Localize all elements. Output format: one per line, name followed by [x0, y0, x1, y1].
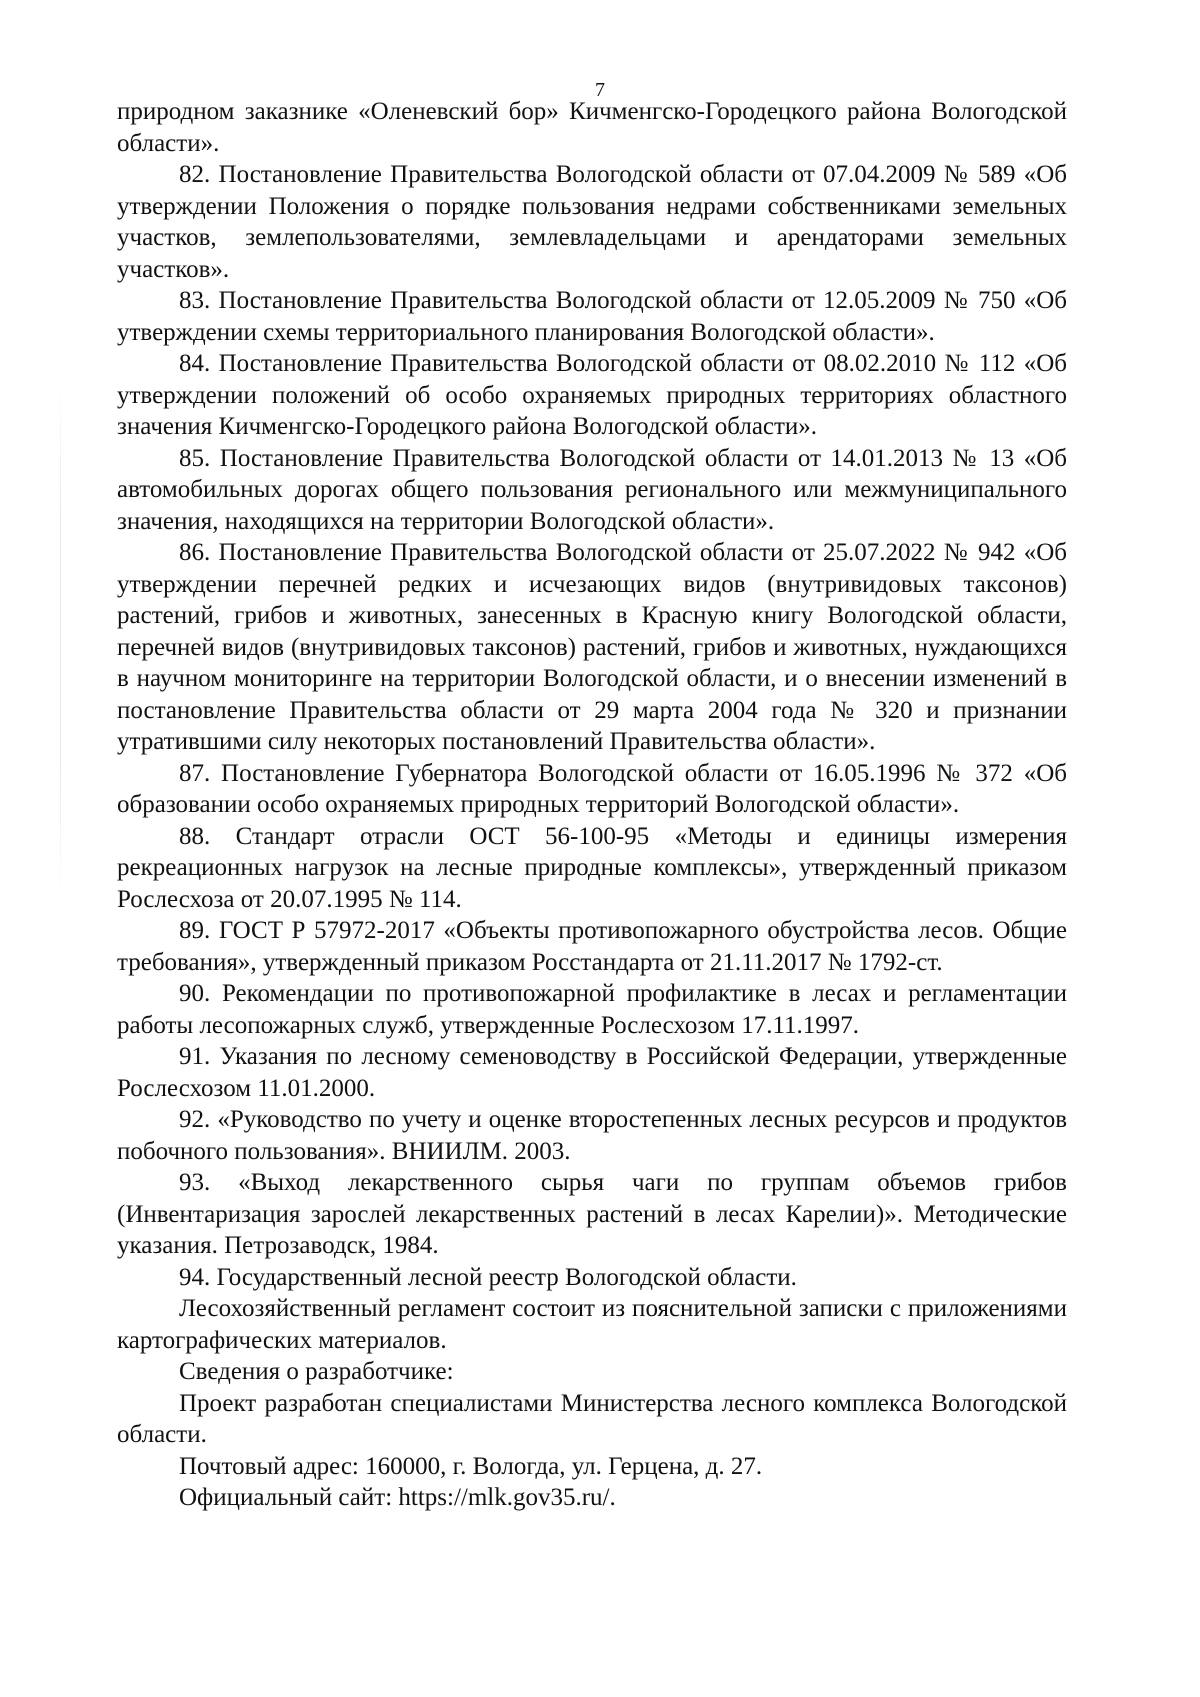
reference-87: 87. Постановление Губернатора Вологодской области от 16.05.1996 № 372 «Об образовании особо охраняемых природных территорий Вологодской области».: [117, 759, 1067, 818]
reference-90: 90. Рекомендации по противопожарной профилактике в лесах и регламентации работы лесопожарных служб, утвержденные Рослесхозом 17.11.1997.: [117, 980, 1067, 1039]
page-number: 7: [595, 79, 605, 101]
reference-89: 89. ГОСТ Р 57972-2017 «Объекты противопожарного обустройства лесов. Общие требования», утвержденный приказом Росстандарта от 21.11.2017 № 1792-ст.: [117, 917, 1067, 976]
developer-heading: Сведения о разработчике:: [179, 1358, 454, 1385]
reference-94: 94. Государственный лесной реестр Вологодской области.: [179, 1263, 797, 1291]
postal-address: Почтовый адрес: 160000, г. Вологда, ул. Герцена, д. 27.: [179, 1452, 763, 1480]
developer-info: Проект разработан специалистами Министерства лесного комплекса Вологодской области.: [117, 1389, 1067, 1448]
reference-82: 82. Постановление Правительства Вологодской области от 07.04.2009 № 589 «Об утверждении Положения о порядке пользования недрами собственниками земельных участков, землепользователями, землевладельцами и арендаторами земельных участков».: [117, 161, 1067, 283]
reference-92: 92. «Руководство по учету и оценке второстепенных лесных ресурсов и продуктов побочного пользования». ВНИИЛМ. 2003.: [117, 1106, 1067, 1165]
reference-88: 88. Стандарт отрасли ОСТ 56-100-95 «Методы и единицы измерения рекреационных нагрузок на лесные природные комплексы», утвержденный приказом Рослесхоза от 20.07.1995 № 114.: [117, 822, 1067, 913]
reference-93: 93. «Выход лекарственного сырья чаги по группам объемов грибов (Инвентаризация зарослей лекарственных растений в лесах Карелии)». Методические указания. Петрозаводск, 1984.: [117, 1169, 1067, 1259]
reference-83: 83. Постановление Правительства Вологодской области от 12.05.2009 № 750 «Об утверждении схемы территориального планирования Вологодской области».: [117, 287, 1067, 346]
reference-84: 84. Постановление Правительства Вологодской области от 08.02.2010 № 112 «Об утверждении положений об особо охраняемых природных территориях областного значения Кичменгско-Городецкого района Вологодской области».: [117, 350, 1067, 440]
official-website: Официальный сайт: https://mlk.gov35.ru/.: [179, 1484, 616, 1511]
scan-artifact-line: [60, 380, 61, 900]
regulation-composition: Лесохозяйственный регламент состоит из пояснительной записки с приложениями картографических материалов.: [117, 1295, 1067, 1354]
reference-91: 91. Указания по лесному семеноводству в Российской Федерации, утвержденные Рослесхозом 11.01.2000.: [117, 1043, 1067, 1102]
document-body: [117, 96, 1067, 1514]
reference-86: 86. Постановление Правительства Вологодской области от 25.07.2022 № 942 «Об утверждении перечней редких и исчезающих видов (внутривидовых таксонов) растений, грибов и животных, занесенных в Красную книгу Вологодской области, перечней видов (внутривидовых таксонов) растений, грибов и животных, нуждающихся в научном мониторинге на территории Вологодской области, и о внесении изменений в постановление Правительства области от 29 марта 2004 года № 320 и признании утратившими силу некоторых постановлений Правительства области».: [117, 539, 1067, 755]
reference-85: 85. Постановление Правительства Вологодской области от 14.01.2013 № 13 «Об автомобильных дорогах общего пользования регионального или межмуниципального значения, находящихся на территории Вологодской области».: [117, 444, 1067, 535]
paragraph-continuation: природном заказнике «Оленевский бор» Кичменгско-Городецкого района Вологодской области».: [117, 98, 1067, 157]
